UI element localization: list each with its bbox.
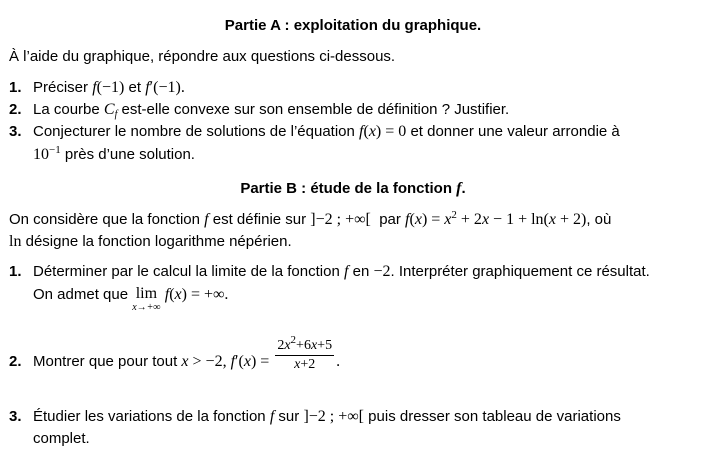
- derivative-fraction: $\frac{2x^2+6x+5}{x+2}$: [277, 334, 333, 372]
- question-text: La courbe $C_f$ est-elle convexe sur son ensemble de définition ? Justifier.: [33, 101, 510, 120]
- part-a-question-1: [9, 79, 185, 97]
- part-a-title: Partie A : exploitation du graphique.: [224, 17, 482, 34]
- part-a-question-3: [9, 123, 620, 141]
- question-text: Préciser f(−1) et f′(−1).: [33, 79, 185, 96]
- part-b-question-3-cont: complet.: [33, 430, 90, 447]
- part-b-intro-line-2: ln désigne la fonction logarithme népérien.: [9, 233, 292, 250]
- question-text: Étudier les variations de la fonction f sur ]−2 ; +∞[ puis dresser son tableau de variations: [33, 408, 621, 425]
- part-b-intro-line-1: On considère que la fonction f est définie sur ]−2 ; +∞[ par $f(x) = x^2 + 2x - 1 + \ln(x + 2)$, où: [9, 209, 612, 228]
- limit-expression: lim x→+∞: [132, 285, 161, 313]
- question-number: 1.: [9, 263, 22, 280]
- part-a-question-2: [9, 101, 509, 119]
- part-b-question-1-cont: On admet que lim x→+∞ f(x) = +∞.: [33, 286, 228, 316]
- part-a-intro: À l’aide du graphique, répondre aux questions ci-dessous.: [9, 48, 396, 65]
- question-text: Conjecturer le nombre de solutions de l’équation f(x) = 0 et donner une valeur arrondie à: [33, 123, 620, 140]
- question-text: Déterminer par le calcul la limite de la fonction f en −2. Interpréter graphiquement ce résultat.: [33, 263, 650, 280]
- part-b-question-3: [9, 408, 621, 426]
- question-number: 2.: [9, 101, 22, 118]
- part-b-question-2: [9, 334, 341, 373]
- part-b-title: Partie B : étude de la fonction f.: [240, 180, 466, 197]
- question-number: 3.: [9, 123, 22, 140]
- part-b-question-1: [9, 263, 650, 281]
- question-number: 2.: [9, 353, 22, 371]
- question-text: Montrer que pour tout x > −2, f′(x) = $\frac{2x^2+6x+5}{x+2}$ .: [33, 334, 341, 372]
- question-number: 1.: [9, 79, 22, 96]
- part-a-question-3-cont: $10^{-1}$ près d’une solution.: [33, 144, 195, 163]
- question-number: 3.: [9, 408, 22, 425]
